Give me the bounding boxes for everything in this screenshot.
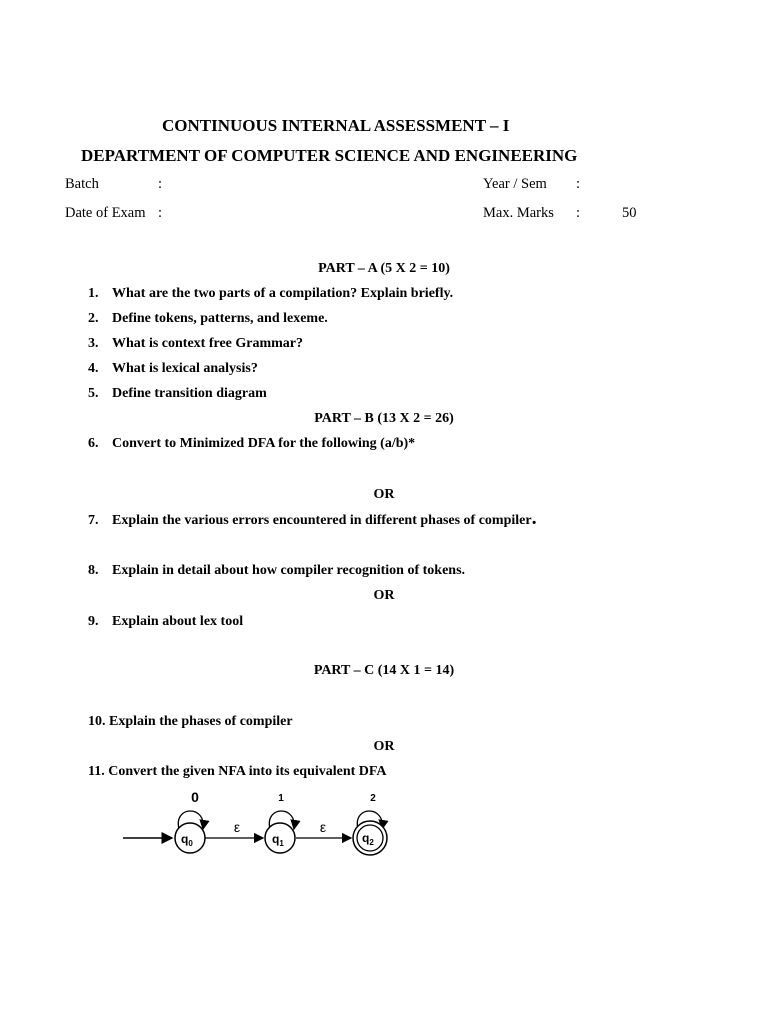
part-a-heading: PART – A (5 X 2 = 10) (318, 261, 450, 276)
nfa-diagram (115, 785, 405, 865)
year-sem-label: Year / Sem (483, 176, 547, 192)
question-text: Convert to Minimized DFA for the following (a/b)* (112, 436, 416, 451)
question-text: Explain the phases of compiler (109, 714, 293, 729)
question-6 (88, 436, 415, 452)
question-number: 10. (88, 714, 106, 729)
question-text: What are the two parts of a compilation? Explain briefly. (112, 286, 454, 301)
batch-colon: : (158, 176, 163, 192)
batch-label: Batch (65, 176, 99, 192)
or-separator: OR (373, 739, 395, 754)
or-separator: OR (373, 487, 395, 502)
question-7 (88, 507, 537, 529)
question-number: 3. (88, 336, 99, 351)
question-9 (88, 614, 243, 630)
state-q0 (175, 789, 205, 853)
max-marks-value: 50 (622, 205, 637, 221)
date-colon: : (158, 205, 163, 221)
question-1 (88, 286, 453, 302)
transition-label: ε (233, 819, 241, 835)
loop-label-q2: 2 (370, 793, 376, 804)
question-2 (88, 311, 328, 327)
department-title: DEPARTMENT OF COMPUTER SCIENCE AND ENGINEERING (81, 146, 578, 165)
question-10 (88, 714, 293, 730)
state-label: $q_0$ (181, 832, 193, 848)
question-number: 1. (88, 286, 99, 301)
question-3 (88, 336, 303, 352)
question-text: Explain in detail about how compiler recognition of tokens. (112, 563, 466, 578)
question-number: 4. (88, 361, 99, 376)
state-circle (175, 823, 205, 853)
state-q2 (353, 793, 387, 855)
part-b-heading: PART – B (13 X 2 = 26) (314, 411, 454, 426)
question-number: 2. (88, 311, 99, 326)
max-marks-colon: : (576, 205, 581, 221)
question-number: 9. (88, 614, 99, 629)
year-sem-colon: : (576, 176, 581, 192)
question-8 (88, 563, 465, 579)
or-separator: OR (373, 588, 395, 603)
question-text: Explain the various errors encountered in different phases of compiler (112, 513, 532, 528)
question-number: 5. (88, 386, 99, 401)
question-text: What is context free Grammar? (112, 336, 304, 351)
state-label: $q_2$ (362, 831, 374, 847)
question-text: What is lexical analysis? (112, 361, 258, 376)
transition-label: ε (319, 819, 327, 835)
question-text: Convert the given NFA into its equivalent DFA (108, 764, 387, 779)
part-c-heading: PART – C (14 X 1 = 14) (313, 663, 455, 678)
question-suffix: . (531, 507, 537, 529)
question-text: Define tokens, patterns, and lexeme. (112, 311, 328, 326)
state-q1 (265, 793, 295, 853)
question-11 (88, 764, 387, 780)
question-text: Explain about lex tool (112, 614, 244, 629)
question-5 (88, 386, 267, 402)
question-number: 7. (88, 513, 99, 528)
question-text: Define transition diagram (112, 386, 267, 401)
max-marks-label: Max. Marks (483, 205, 554, 221)
state-circle (265, 823, 295, 853)
date-label: Date of Exam (65, 205, 146, 221)
question-number: 8. (88, 563, 99, 578)
question-number: 6. (88, 436, 99, 451)
loop-label-q0: 0 (191, 789, 199, 805)
question-4 (88, 361, 258, 377)
loop-label-q1: 1 (278, 793, 284, 804)
state-label: $q_1$ (272, 832, 284, 848)
exam-title: CONTINUOUS INTERNAL ASSESSMENT – I (162, 116, 510, 135)
question-number: 11. (88, 764, 105, 779)
